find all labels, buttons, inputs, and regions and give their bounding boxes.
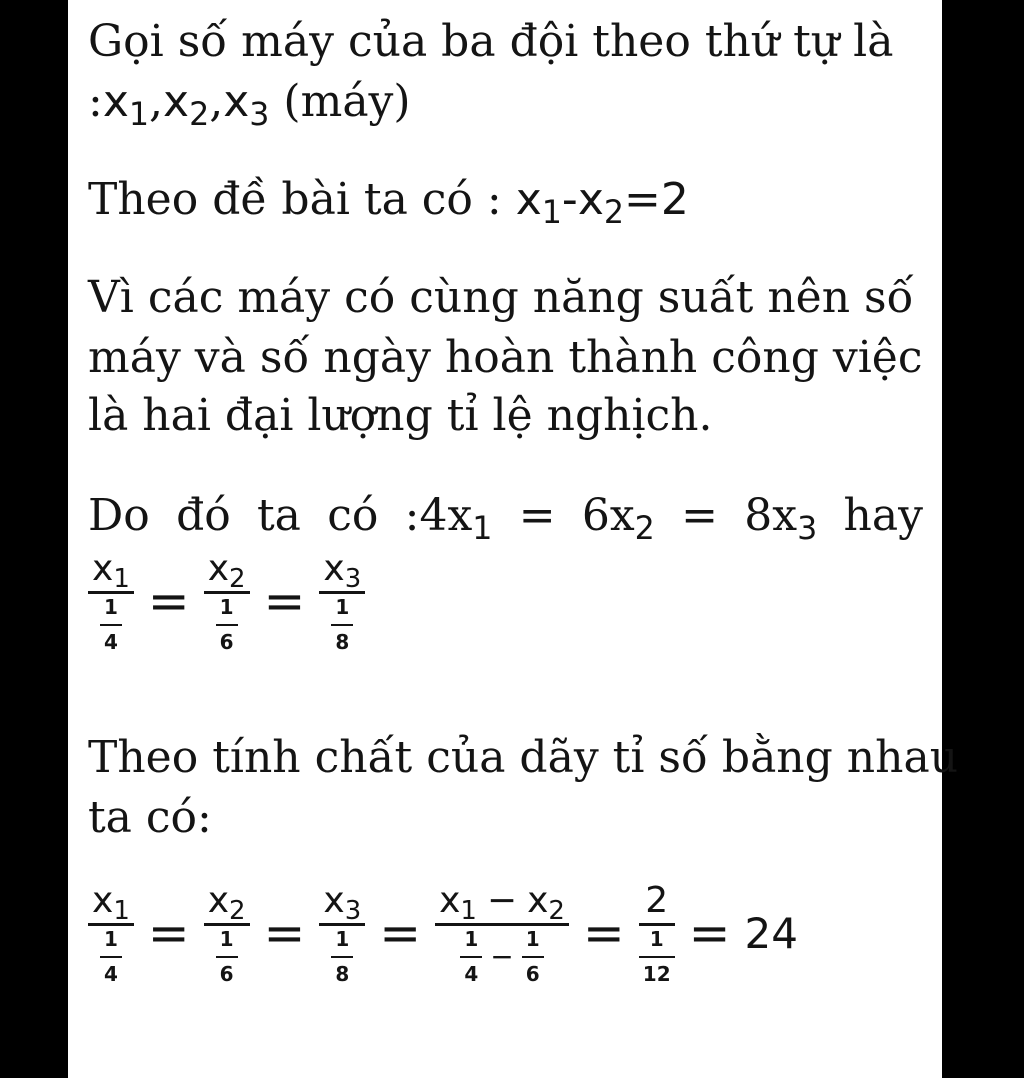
final-fraction-difference: $x_1 - x_2$ $\frac{1}{4}$ − $\frac{1}{6}$ [435, 882, 569, 985]
final-result: 24 [744, 908, 798, 958]
term-6x2: $6x_2$ [581, 490, 655, 547]
reason-line-2: máy và số ngày hoàn thành công việc [88, 332, 923, 383]
property-line-2: ta có: [88, 792, 212, 843]
intro-line-2: $:x_1,x_2,x_3$ (máy) [88, 76, 411, 133]
term-8x3: $8x_3$ [744, 490, 818, 547]
fraction-x2-over-sixth: $\frac{x_2}{\frac{1}{6}}$ [204, 550, 250, 653]
fraction-x1-over-quarter: $\frac{x_1}{\frac{1}{4}}$ [88, 550, 134, 653]
reason-line-3: là hai đại lượng tỉ lệ nghịch. [88, 390, 713, 441]
fraction-x3-over-eighth: $\frac{x_3}{\frac{1}{8}}$ [319, 550, 365, 653]
fraction-equation-1: $\frac{x_1}{\frac{1}{4}}$ = $\frac{x_2}{\frac{1}{6}}$ = $\frac{x_3}{\frac{1}{8}}$ [88, 550, 365, 653]
intro-line-1 [88, 12, 923, 72]
final-fraction-x3: $\frac{x_3}{\frac{1}{8}}$ [319, 882, 365, 985]
reason-line-1: Vì các máy có cùng năng suất nên số [88, 272, 914, 323]
intro-line-1-text: Gọi số máy của ba đội theo thứ tự là [88, 16, 894, 67]
final-fraction-x2: $\frac{x_2}{\frac{1}{6}}$ [204, 882, 250, 985]
proportion-line: Do đó ta có $:4x_1$ = $6x_2$ = $8x_3$ hay [88, 486, 923, 550]
property-line-1: Theo tính chất của dãy tỉ số bằng nhau [88, 732, 959, 783]
final-equation: $\frac{x_1}{\frac{1}{4}}$ = $\frac{x_2}{\frac{1}{6}}$ = $\frac{x_3}{\frac{1}{8}}$ = $x_1 - x_2$ $\frac{1}{4}$ − $\frac{1}{6}$ = $\frac{2}{\frac{1}{12}}$ = 24 [88, 882, 798, 985]
final-fraction-x1: $\frac{x_1}{\frac{1}{4}}$ [88, 882, 134, 985]
final-fraction-two-over-twelfth: $\frac{2}{\frac{1}{12}}$ [639, 882, 675, 985]
term-4x1: $:4x_1$ [404, 490, 493, 547]
premise-line: Theo đề bài ta có : $x_1-x_2=2$ [88, 174, 689, 231]
document-page [68, 0, 959, 1078]
